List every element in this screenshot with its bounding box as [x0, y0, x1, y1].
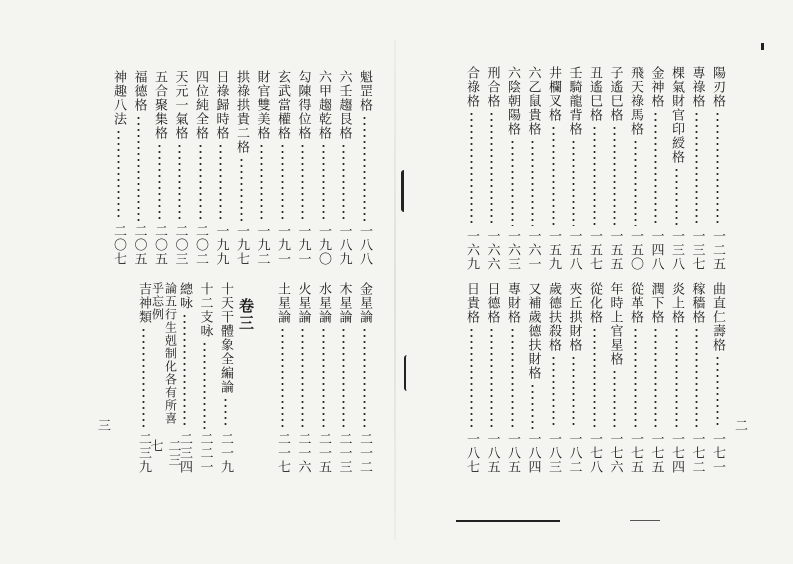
toc-entry-title: 子遙巳格 — [607, 66, 623, 122]
toc-entry-title: 總咏 — [177, 282, 192, 310]
toc-leader-dots — [531, 383, 534, 429]
toc-entry-title: 潤下格 — [648, 282, 664, 324]
toc-leader-dots — [117, 129, 120, 221]
toc-entry — [355, 70, 373, 266]
footer-rule — [456, 520, 560, 522]
toc-entry-page: 一八九 — [336, 224, 352, 266]
toc-entry — [503, 66, 521, 271]
toc-leader-dots — [137, 115, 140, 221]
toc-entry — [626, 66, 644, 271]
toc-entry-title: 六陰朝陽格 — [505, 66, 520, 136]
toc-leader-dots — [695, 111, 698, 226]
toc-entry — [253, 70, 271, 266]
toc-entry-page: 二三九 — [136, 432, 151, 474]
toc-entry-title: 玄武當權格 — [275, 70, 290, 140]
toc-entry-title: 十天干體象全編論 — [218, 282, 233, 394]
toc-entry — [606, 66, 624, 271]
toc-entry-page: 二一五 — [316, 432, 331, 474]
toc-leader-dots — [511, 327, 514, 429]
toc-entry — [647, 282, 665, 474]
toc-entry-title: 專財格 — [505, 282, 520, 324]
toc-entry-page: 一六三 — [505, 229, 520, 271]
toc-entry — [565, 282, 583, 474]
toc-entry — [585, 282, 603, 474]
toc-entry-page: 一七一 — [710, 432, 725, 474]
binding-mark — [401, 170, 410, 212]
toc-entry-page: 一八五 — [484, 432, 500, 474]
toc-entry-title: 年時上官星格 — [607, 282, 623, 366]
toc-entry — [355, 282, 373, 474]
toc-entry — [294, 70, 312, 266]
toc-entry-page: 二一六 — [295, 432, 311, 474]
toc-entry-title: 棵氣財官印綬格 — [669, 66, 684, 164]
toc-entry — [314, 282, 332, 474]
toc-entry-page: 二三七 — [147, 439, 181, 468]
toc-entry-page: 一八七 — [464, 432, 479, 474]
toc-leader-dots — [552, 355, 555, 429]
toc-entry-page: 一八五 — [505, 432, 520, 474]
toc-leader-dots — [301, 143, 304, 221]
toc-entry-page: 一七二 — [689, 432, 705, 474]
toc-entry-page: 一八二 — [566, 432, 582, 474]
toc-entry-page: 一五〇 — [628, 229, 643, 271]
toc-entry — [191, 70, 209, 266]
toc-entry-page: 二一三 — [336, 432, 352, 474]
toc-leader-dots — [654, 327, 657, 429]
toc-leader-dots — [224, 397, 227, 429]
toc-entry-page: 一七五 — [648, 432, 664, 474]
toc-entry-page: 二〇五 — [152, 224, 167, 266]
page-number-left: 三 — [98, 419, 112, 434]
toc-entry-page: 一九二 — [254, 224, 270, 266]
toc-leader-dots — [490, 327, 493, 429]
toc-entry-page: 二二一 — [197, 432, 213, 474]
toc-entry-title: 曲直仁壽格 — [710, 282, 725, 352]
toc-leader-dots — [322, 327, 325, 429]
toc-entry-title: 日德格 — [484, 282, 500, 324]
toc-entry-title: 又補歲德扶財格 — [525, 282, 541, 380]
toc-entry-page: 二一二 — [357, 432, 372, 474]
toc-entry-page: 一七四 — [669, 432, 684, 474]
toc-leader-dots — [219, 143, 222, 221]
toc-entry — [544, 66, 562, 271]
toc-entry-title: 十二支咏 — [197, 282, 213, 338]
toc-leader-dots — [716, 111, 719, 226]
toc-entry — [565, 66, 583, 271]
toc-entry-title: 日貴格 — [464, 282, 479, 324]
toc-entry-title: 從化格 — [587, 282, 602, 324]
toc-entry-title: 歲德扶殺格 — [546, 282, 561, 352]
toc-leader-dots — [695, 327, 698, 429]
toc-entry — [212, 70, 230, 266]
toc-entry-title: 財官雙美格 — [254, 70, 270, 140]
toc-entry — [109, 70, 127, 266]
toc-leader-dots — [634, 327, 637, 429]
toc-leader-dots — [281, 143, 284, 221]
toc-leader-dots — [281, 327, 284, 429]
toc-entry-title: 魁罡格 — [357, 70, 372, 112]
toc-leader-dots — [613, 125, 616, 226]
toc-entry — [708, 282, 726, 474]
toc-entry — [335, 70, 353, 266]
toc-entry-title: 六甲趨乾格 — [316, 70, 331, 140]
toc-entry — [626, 282, 644, 474]
toc-entry-title: 陽刃格 — [710, 66, 725, 108]
margin-mark — [761, 43, 764, 50]
toc-entry — [667, 282, 685, 474]
toc-entry-title: 木星論 — [336, 282, 352, 324]
toc-leader-dots — [593, 125, 596, 226]
toc-leader-dots — [634, 139, 637, 226]
toc-entry-title: 炎上格 — [669, 282, 684, 324]
toc-entry-page: 一九七 — [234, 224, 249, 266]
toc-entry-title: 丑遙巳格 — [587, 66, 602, 122]
toc-leader-dots — [654, 111, 657, 226]
toc-leader-dots — [490, 111, 493, 226]
toc-leader-dots — [301, 327, 304, 429]
toc-leader-dots — [593, 327, 596, 429]
toc-entry — [314, 70, 332, 266]
toc-entry — [688, 66, 706, 271]
toc-entry-title: 勾陳得位格 — [295, 70, 311, 140]
toc-entry-title: 稼穡格 — [689, 282, 705, 324]
toc-leader-dots — [531, 139, 534, 226]
toc-entry-page: 一九一 — [295, 224, 311, 266]
toc-entry — [503, 282, 521, 474]
toc-entry-title: 井欄叉格 — [546, 66, 561, 122]
toc-entry-page: 一六一 — [525, 229, 541, 271]
toc-leader-dots — [552, 125, 555, 226]
toc-entry — [462, 282, 480, 474]
toc-entry-page: 一四八 — [648, 229, 664, 271]
toc-entry — [524, 282, 542, 474]
toc-entry-title: 火星論 — [295, 282, 311, 324]
toc-entry — [171, 70, 189, 266]
toc-entry-title: 土星論 — [275, 282, 290, 324]
toc-entry-title: 刑合格 — [484, 66, 500, 108]
toc-entry — [606, 282, 624, 474]
toc-entry-page: 一八三 — [546, 432, 561, 474]
toc-entry-page: 一六六 — [484, 229, 500, 271]
toc-entry-page: 一九〇 — [316, 224, 331, 266]
toc-entry-page: 一三七 — [689, 229, 705, 271]
volume-heading: 卷三 — [237, 298, 255, 332]
toc-entry-page: 二〇二 — [193, 224, 208, 266]
toc-entry-title: 吉神類 — [136, 282, 151, 324]
toc-entry — [483, 66, 501, 271]
toc-entry — [150, 70, 168, 266]
toc-leader-dots — [363, 115, 366, 221]
toc-leader-dots — [240, 157, 243, 221]
toc-leader-dots — [203, 341, 206, 429]
toc-entry-page: 一六九 — [464, 229, 479, 271]
toc-leader-dots — [470, 327, 473, 429]
toc-entry-title: 六乙鼠貴格 — [525, 66, 541, 136]
toc-leader-dots — [675, 327, 678, 429]
toc-entry-title: 金神格 — [648, 66, 664, 108]
toc-entry-title: 夾丘拱財格 — [566, 282, 582, 352]
toc-entry-page: 一八四 — [525, 432, 541, 474]
toc-leader-dots — [511, 139, 514, 226]
toc-entry-page: 一五九 — [546, 229, 561, 271]
footer-rule — [630, 520, 660, 521]
toc-entry-page: 一八八 — [357, 224, 372, 266]
page-number-right: 二 — [735, 419, 749, 434]
toc-entry-page: 二一九 — [218, 432, 233, 474]
toc-entry — [688, 282, 706, 474]
toc-entry-page: 二〇五 — [131, 224, 147, 266]
toc-entry-page: 二〇三 — [172, 224, 188, 266]
toc-leader-dots — [322, 143, 325, 221]
toc-entry-title: 拱祿拱貴二格 — [234, 70, 249, 154]
toc-entry — [147, 282, 181, 474]
toc-entry-title: 金星論 — [357, 282, 372, 324]
toc-entry-title: 飛天祿馬格 — [628, 66, 643, 136]
toc-entry-page: 二三四 — [177, 432, 192, 474]
toc-entry — [667, 66, 685, 271]
toc-leader-dots — [178, 143, 181, 221]
toc-entry-title: 水星論 — [316, 282, 331, 324]
toc-leader-dots — [470, 111, 473, 226]
toc-entry — [524, 66, 542, 271]
toc-entry — [462, 66, 480, 271]
toc-entry-title: 福德格 — [131, 70, 147, 112]
toc-leader-dots — [183, 313, 186, 429]
toc-entry-title: 四位純全格 — [193, 70, 208, 140]
toc-entry-title: 專祿格 — [689, 66, 705, 108]
binding-mark — [404, 355, 412, 391]
toc-leader-dots — [716, 355, 719, 429]
toc-leader-dots — [158, 143, 161, 221]
toc-entry-title: 天元一氣格 — [172, 70, 188, 140]
toc-leader-dots — [260, 143, 263, 221]
toc-entry-page: 二一七 — [275, 432, 290, 474]
toc-entry-page: 一五八 — [566, 229, 582, 271]
toc-entry-page: 一九一 — [275, 224, 290, 266]
toc-leader-dots — [342, 143, 345, 221]
toc-leader-dots — [199, 143, 202, 221]
toc-entry — [544, 282, 562, 474]
spine-shadow — [394, 40, 396, 540]
toc-entry — [708, 66, 726, 271]
toc-leader-dots — [572, 355, 575, 429]
toc-leader-dots — [363, 327, 366, 429]
toc-entry-page: 一七八 — [587, 432, 602, 474]
toc-entry-title: 神趣八法 — [111, 70, 126, 126]
toc-entry — [196, 282, 214, 474]
toc-entry — [335, 282, 353, 474]
toc-entry — [585, 66, 603, 271]
toc-entry-title: 論五行生剋制化各有所喜乎忘例 — [150, 282, 178, 425]
toc-leader-dots — [142, 327, 145, 429]
toc-entry — [134, 282, 152, 474]
toc-entry — [273, 282, 291, 474]
toc-leader-dots — [342, 327, 345, 429]
toc-entry-page: 一二五 — [710, 229, 725, 271]
toc-entry — [216, 282, 234, 474]
toc-entry-title: 壬騎龍背格 — [566, 66, 582, 136]
toc-entry-page: 二〇七 — [111, 224, 126, 266]
toc-entry — [130, 70, 148, 266]
toc-entry-title: 合祿格 — [464, 66, 479, 108]
toc-entry — [483, 282, 501, 474]
toc-entry-page: 一五七 — [587, 229, 602, 271]
toc-entry-title: 日祿歸時格 — [213, 70, 229, 140]
toc-entry-page: 一七六 — [607, 432, 623, 474]
toc-entry-page: 一七五 — [628, 432, 643, 474]
toc-entry-page: 一三八 — [669, 229, 684, 271]
toc-entry — [647, 66, 665, 271]
toc-entry — [273, 70, 291, 266]
toc-entry-title: 五合聚集格 — [152, 70, 167, 140]
toc-entry — [232, 70, 250, 266]
toc-entry-page: 一五五 — [607, 229, 623, 271]
toc-entry-page: 一九九 — [213, 224, 229, 266]
toc-leader-dots — [675, 167, 678, 226]
toc-leader-dots — [613, 369, 616, 429]
toc-entry-title: 六壬趨艮格 — [336, 70, 352, 140]
toc-entry-title: 從革格 — [628, 282, 643, 324]
toc-entry — [294, 282, 312, 474]
toc-leader-dots — [572, 139, 575, 226]
